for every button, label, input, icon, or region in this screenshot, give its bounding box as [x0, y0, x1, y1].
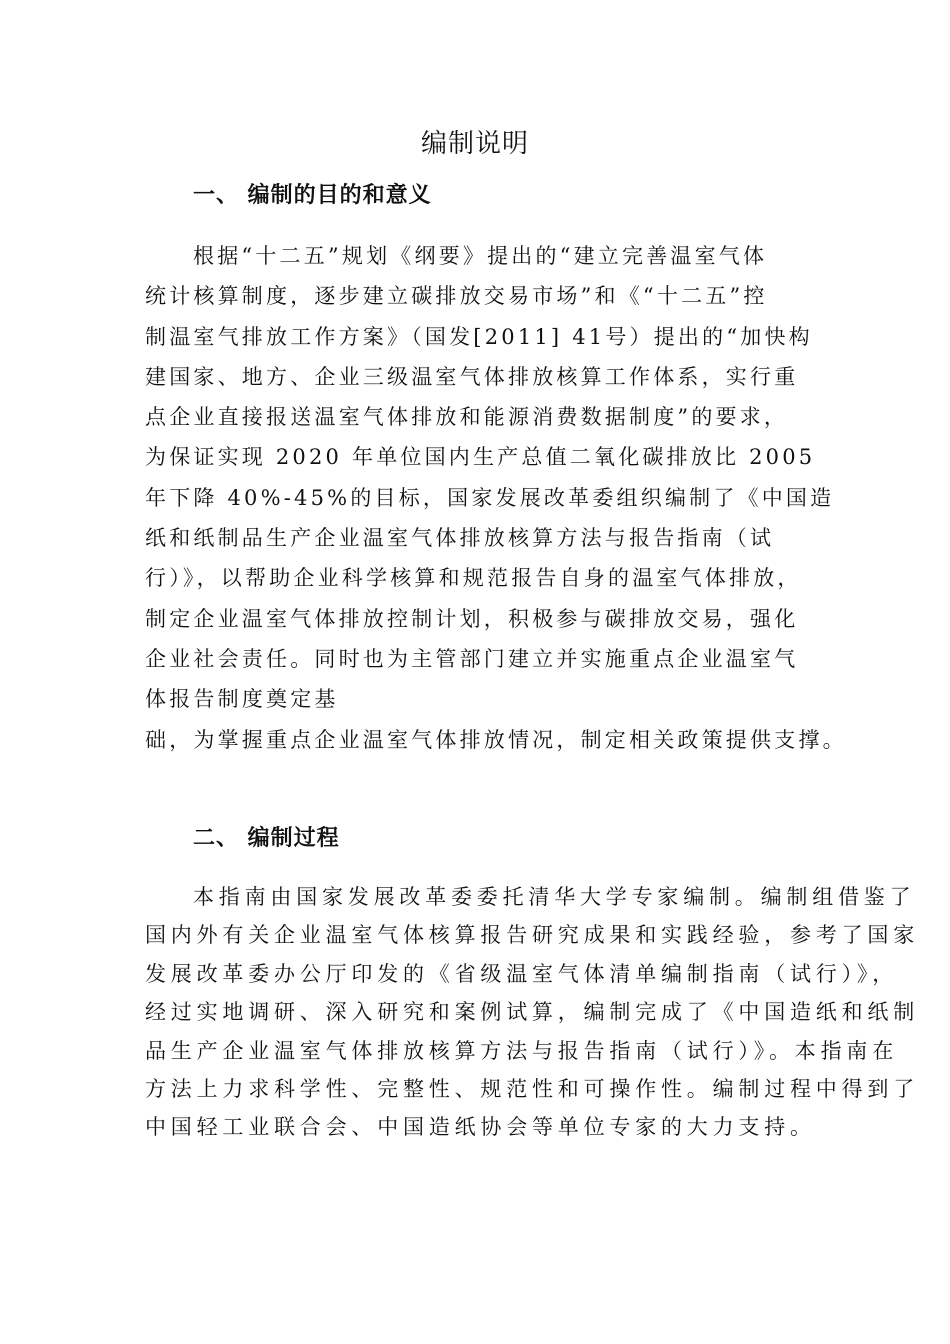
paragraph-line: 经过实地调研、深入研究和案例试算，编制完成了《中国造纸和纸制: [145, 1000, 919, 1025]
paragraph-line: 纸和纸制品生产企业温室气体排放核算方法与报告指南（试: [145, 526, 775, 551]
paragraph-line: 年下降 40%-45%的目标，国家发展改革委组织编制了《中国造: [145, 485, 835, 510]
paragraph-line: 统计核算制度，逐步建立碳排放交易市场”和《“十二五”控: [145, 284, 768, 309]
paragraph-line: 国内外有关企业温室气体核算报告研究成果和实践经验，参考了国家: [145, 923, 919, 948]
paragraph-line: 建国家、地方、企业三级温室气体排放核算工作体系，实行重: [145, 364, 799, 389]
paragraph-purpose: [145, 236, 847, 760]
paragraph-line: 根据“十二五”规划《纲要》提出的“建立完善温室气体: [193, 244, 768, 268]
paragraph-line: 础，为掌握重点企业温室气体排放情况，制定相关政策提供支撑。: [145, 727, 847, 752]
section-heading-process: 二、 编制过程: [193, 826, 340, 851]
page-title: 编制说明: [420, 129, 529, 159]
paragraph-line: 品生产企业温室气体排放核算方法与报告指南（试行）》。本指南在: [145, 1038, 898, 1063]
paragraph-line: 体报告制度奠定基: [145, 687, 339, 712]
paragraph-line: 行）》，以帮助企业科学核算和规范报告自身的温室气体排放，: [145, 566, 802, 591]
paragraph-line: 制温室气排放工作方案》（国发[2011] 41号）提出的“加快构: [145, 324, 813, 349]
paragraph-line: 制定企业温室气体排放控制计划，积极参与碳排放交易，强化: [145, 606, 799, 631]
paragraph-line: 方法上力求科学性、完整性、规范性和可操作性。编制过程中得到了: [145, 1076, 919, 1101]
section-heading-purpose: 一、 编制的目的和意义: [193, 183, 432, 208]
paragraph-line: 本指南由国家发展改革委委托清华大学专家编制。编制组借鉴了: [193, 885, 916, 909]
paragraph-line: 发展改革委办公厅印发的《省级温室气体清单编制指南（试行）》，: [145, 961, 898, 986]
paragraph-line: 为保证实现 2020 年单位国内生产总值二氧化碳排放比 2005: [145, 445, 816, 470]
paragraph-line: 点企业直接报送温室气体排放和能源消费数据制度”的要求，: [145, 405, 789, 430]
paragraph-line: 中国轻工业联合会、中国造纸协会等单位专家的大力支持。: [145, 1115, 816, 1140]
paragraph-process: [145, 878, 919, 1147]
paragraph-line: 企业社会责任。同时也为主管部门建立并实施重点企业温室气: [145, 646, 799, 671]
